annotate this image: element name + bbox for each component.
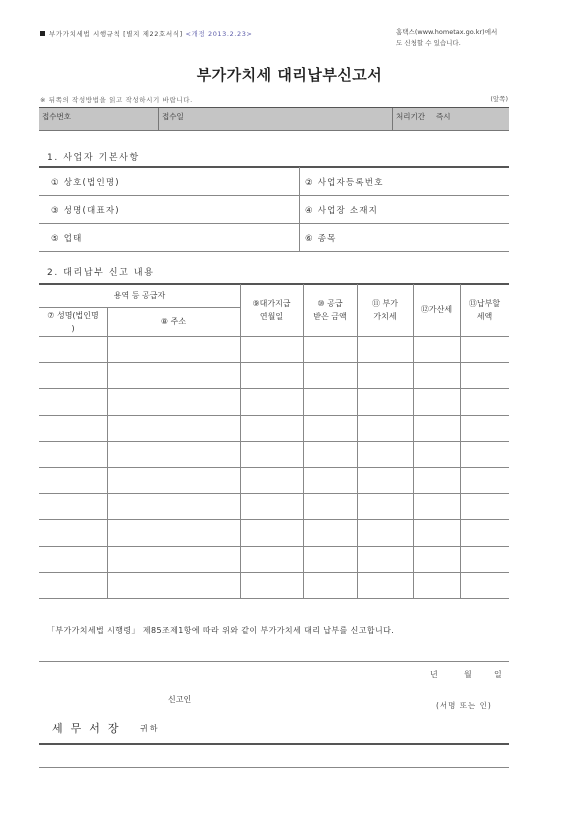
trade-name-field[interactable]: ① 상호(법인명) [51, 178, 120, 188]
receipt-bar [39, 107, 509, 131]
form-reference [40, 29, 252, 38]
date-day-label: 일 [494, 670, 502, 679]
page-side-label: (앞쪽) [490, 95, 508, 103]
processing-period-label: 처리기간 [396, 112, 425, 121]
signature-field[interactable]: (서명 또는 인) [436, 701, 492, 710]
header-line: ⑪ 부가 [372, 299, 398, 308]
table-row[interactable] [39, 519, 509, 520]
header-line: ⑦ 성명(법인명 [47, 311, 99, 320]
supplier-group-rule [39, 307, 240, 308]
header-line: ⑨대가지급 [252, 299, 291, 308]
table-row[interactable] [39, 441, 509, 442]
header-line: 받은 금액 [313, 312, 347, 321]
revision-text: <개정 2013.2.23> [185, 30, 253, 38]
form-title: 부가가치세 대리납부신고서 [196, 66, 383, 84]
header-line: 연월일 [259, 312, 284, 321]
row-rule [39, 251, 509, 252]
square-bullet-icon [40, 31, 45, 36]
table-row[interactable] [39, 388, 509, 389]
row-rule [39, 195, 509, 196]
tax-office-label: 세무서장 [52, 722, 127, 735]
supply-amount-header [303, 297, 357, 323]
divider [158, 108, 159, 130]
table-header-rule [39, 336, 509, 337]
business-item-field[interactable]: ⑥ 종목 [305, 234, 337, 244]
column-rule [107, 308, 108, 598]
divider [392, 108, 393, 130]
header-line: ⑩ 공급 [317, 299, 343, 308]
hometax-line-1: 홈택스(www.hometax.go.kr)에서 [396, 28, 498, 36]
table-row[interactable] [39, 362, 509, 363]
representative-field[interactable]: ③ 성명(대표자) [51, 206, 120, 216]
supplier-group-header: 용역 등 공급자 [113, 291, 166, 300]
header-line: ⑬납부할 [468, 299, 501, 308]
tax-due-header [460, 297, 509, 323]
column-rule [299, 167, 300, 251]
header-line: 가치세 [373, 312, 397, 321]
date-year-label: 년 [430, 670, 438, 679]
declaration-rule [39, 661, 509, 662]
table-row[interactable] [39, 415, 509, 416]
business-location-field[interactable]: ④ 사업장 소재지 [305, 206, 379, 216]
reporter-label: 신고인 [168, 695, 192, 704]
supplier-address-header: ⑧ 주소 [160, 317, 187, 326]
declaration-text: 「부가가치세법 시행령」 제85조제1항에 따라 위와 같이 부가가치세 대리 납부를 신고합니다. [47, 626, 395, 635]
hometax-note [396, 27, 497, 49]
footer-thick-rule [39, 743, 509, 745]
date-month-label: 월 [464, 670, 472, 679]
receipt-number-label: 접수번호 [42, 112, 71, 121]
section-1-title: 1. 사업자 기본사항 [47, 153, 140, 163]
footer-rule [39, 767, 509, 768]
business-type-field[interactable]: ⑤ 업태 [51, 234, 83, 244]
receipt-date-label: 접수일 [162, 112, 184, 121]
table-row[interactable] [39, 598, 509, 599]
processing-period-value: 즉시 [436, 112, 451, 121]
vat-header [357, 297, 413, 323]
table-row[interactable] [39, 546, 509, 547]
payment-date-header [240, 297, 303, 323]
section-2-title: 2. 대리납부 신고 내용 [47, 268, 155, 278]
form-ref-text: 부가가치세법 시행규칙 [별지 제22호서식] [49, 30, 183, 38]
header-line: 세액 [476, 312, 493, 321]
section-1-top-rule [39, 166, 509, 168]
penalty-tax-header: ⑫가산세 [420, 305, 453, 314]
supplier-name-header [39, 309, 107, 335]
section-2-top-rule [39, 283, 509, 285]
table-row[interactable] [39, 493, 509, 494]
table-row[interactable] [39, 572, 509, 573]
instruction-note: ※ 뒤쪽의 작성방법을 읽고 작성하시기 바랍니다. [40, 96, 193, 104]
hometax-line-2: 도 신청할 수 있습니다. [396, 39, 461, 47]
table-row[interactable] [39, 467, 509, 468]
row-rule [39, 223, 509, 224]
addressee-suffix: 귀하 [140, 724, 160, 733]
header-line: ) [71, 324, 75, 333]
business-reg-no-field[interactable]: ② 사업자등록번호 [305, 178, 384, 188]
